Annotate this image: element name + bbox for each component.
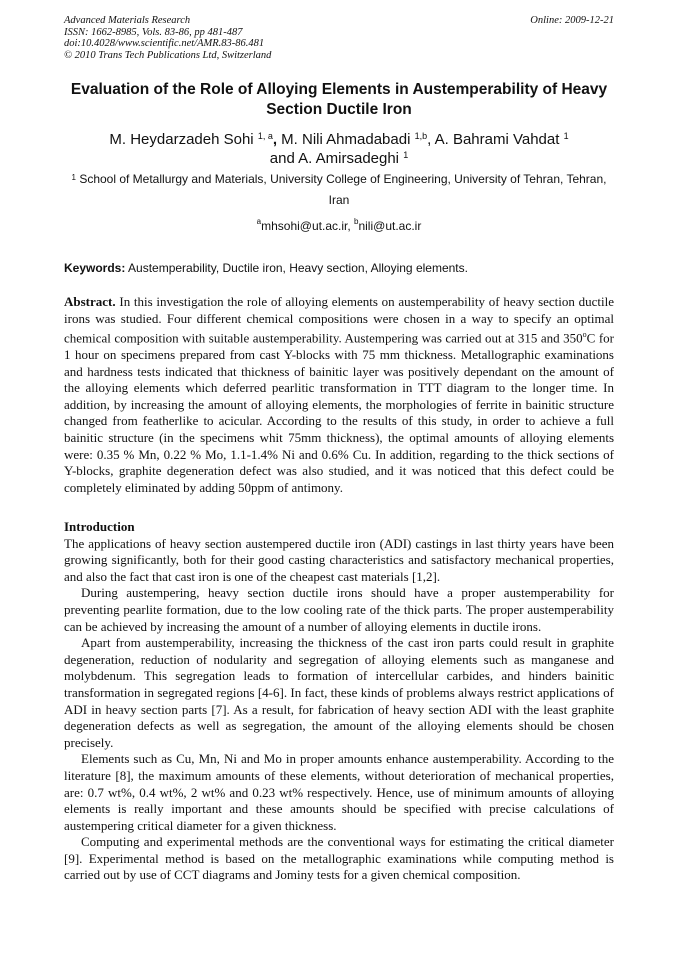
online-date: Online: 2009-12-21	[530, 15, 614, 26]
author-name: M. Nili Ahmadabadi	[281, 131, 411, 148]
author-affiliation-mark: 1,b	[414, 131, 428, 141]
email-address: nili@ut.ac.ir	[358, 219, 422, 233]
paragraph: During austempering, heavy section ductile irons should have a proper austemperability for preventing pearlite formation, due to the low cooling rate of the thick parts. The proper austemperability can be achieved by increasing the amount of a number of alloying elements in ductile irons.	[64, 585, 614, 634]
abstract-text-continued: C for 1 hour on specimens prepared from cast Y-blocks with 75 mm thickness. Metallographic examinations and hardness tests indicated that thickness of bainitic layer was positively dependant on the amount of the alloying elements which deferred pearlitic transformation in TTT diagram to the longer time. In addition, by increasing the amount of alloying elements, the morphologies of ferrite in bainitic structure changed from featherlike to acicular. According to the results of this study, in order to achieve a full bainitic structure (in the specimens whit 75mm thickness), the optimal amounts of alloying elements were: 0.35 % Mn, 0.22 % Mo, 1.1-1.4% Ni and 0.6% Cu. In addition, regarding to the thick sections of Y-blocks, graphite degeneration defect was also studied, and it was noticed that this defect could be completely eliminated by adding 50ppm of antimony.	[64, 330, 614, 495]
journal-name: Advanced Materials Research	[64, 15, 191, 26]
author-separator: ,	[427, 131, 432, 148]
author-name: A. Bahrami Vahdat	[434, 131, 560, 148]
author-name: M. Heydarzadeh Sohi	[109, 131, 254, 148]
keywords	[64, 261, 614, 275]
email-mark: a	[256, 217, 262, 226]
email-address: mhsohi@ut.ac.ir,	[261, 219, 351, 233]
author-emails	[64, 219, 614, 233]
paragraph: Apart from austemperability, increasing the thickness of the cast iron parts could result in graphite degeneration, reduction of nodularity and segregation of alloying elements such as manganese and molybdenum. This segregation leads to formation of intercellular carbides, and hinders bainitic transformation in segregated regions [4-6]. In fact, these kinds of problems always restrict applications of ADI in heavy section parts [7]. As a result, for fabrication of heavy section ADI with the least graphite degeneration defects as well as segregation, the amount of the alloying elements should be chosen precisely.	[64, 635, 614, 750]
email-mark: b	[354, 217, 359, 226]
abstract-label: Abstract.	[64, 294, 116, 309]
author-affiliation-mark: 1, a	[257, 131, 273, 141]
keywords-label: Keywords:	[64, 261, 126, 275]
journal-doi: doi:10.4028/www.scientific.net/AMR.83-86.481	[64, 38, 265, 49]
introduction-heading: Introduction	[64, 519, 135, 534]
author-affiliation-mark: 1	[403, 150, 409, 160]
abstract	[64, 294, 614, 496]
introduction-section	[64, 519, 614, 884]
paragraph: Elements such as Cu, Mn, Ni and Mo in proper amounts enhance austemperability. According to the literature [8], the maximum amounts of these elements, without deterioration of mechanical properties, are: 0.7 wt%, 0.4 wt%, 2 wt% and 0.23 wt% respectively. Hence, use of minimum amounts of alloying elements is really important and these amounts should be specified with precise calculations of austempering critical diameter for a given thickness.	[64, 751, 614, 833]
author-name: and A. Amirsadeghi	[269, 150, 400, 167]
affiliation	[64, 169, 614, 211]
affiliation-mark: 1	[71, 173, 76, 182]
author-affiliation-mark: 1	[563, 131, 569, 141]
keywords-text: Austemperability, Ductile iron, Heavy section, Alloying elements.	[128, 261, 468, 275]
journal-issn: ISSN: 1662-8985, Vols. 83-86, pp 481-487	[64, 26, 243, 38]
author-list	[64, 130, 614, 168]
degree-mark: o	[582, 330, 587, 340]
paragraph: The applications of heavy section austempered ductile iron (ADI) castings in last thirty years have been growing significantly, both for their good casting characteristics and satisfactory mechanical properties, and also the fact that cast iron is one of the cheapest cast materials [1,2].	[64, 535, 614, 584]
affiliation-text: School of Metallurgy and Materials, University College of Engineering, University of Tehran, Tehran, Iran	[79, 172, 607, 207]
journal-copyright: © 2010 Trans Tech Publications Ltd, Switzerland	[64, 49, 272, 61]
abstract-text: In this investigation the role of alloying elements on austemperability of heavy section ductile irons was studied. Four different chemical compositions were chosen in a way to specify an optimal chemical composition with suitable austemperability. Austempering was carried out at 315 and 350	[64, 294, 614, 346]
paper-title: Evaluation of the Role of Alloying Elements in Austemperability of Heavy Section Ductile Iron	[70, 81, 608, 118]
journal-header	[64, 15, 614, 61]
paragraph: Computing and experimental methods are the conventional ways for estimating the critical diameter [9]. Experimental method is based on the metallographic examinations while computing method is carried out by use of CCT diagrams and Jominy tests for a given chemical composition.	[64, 834, 614, 883]
author-separator: ,	[272, 131, 277, 148]
